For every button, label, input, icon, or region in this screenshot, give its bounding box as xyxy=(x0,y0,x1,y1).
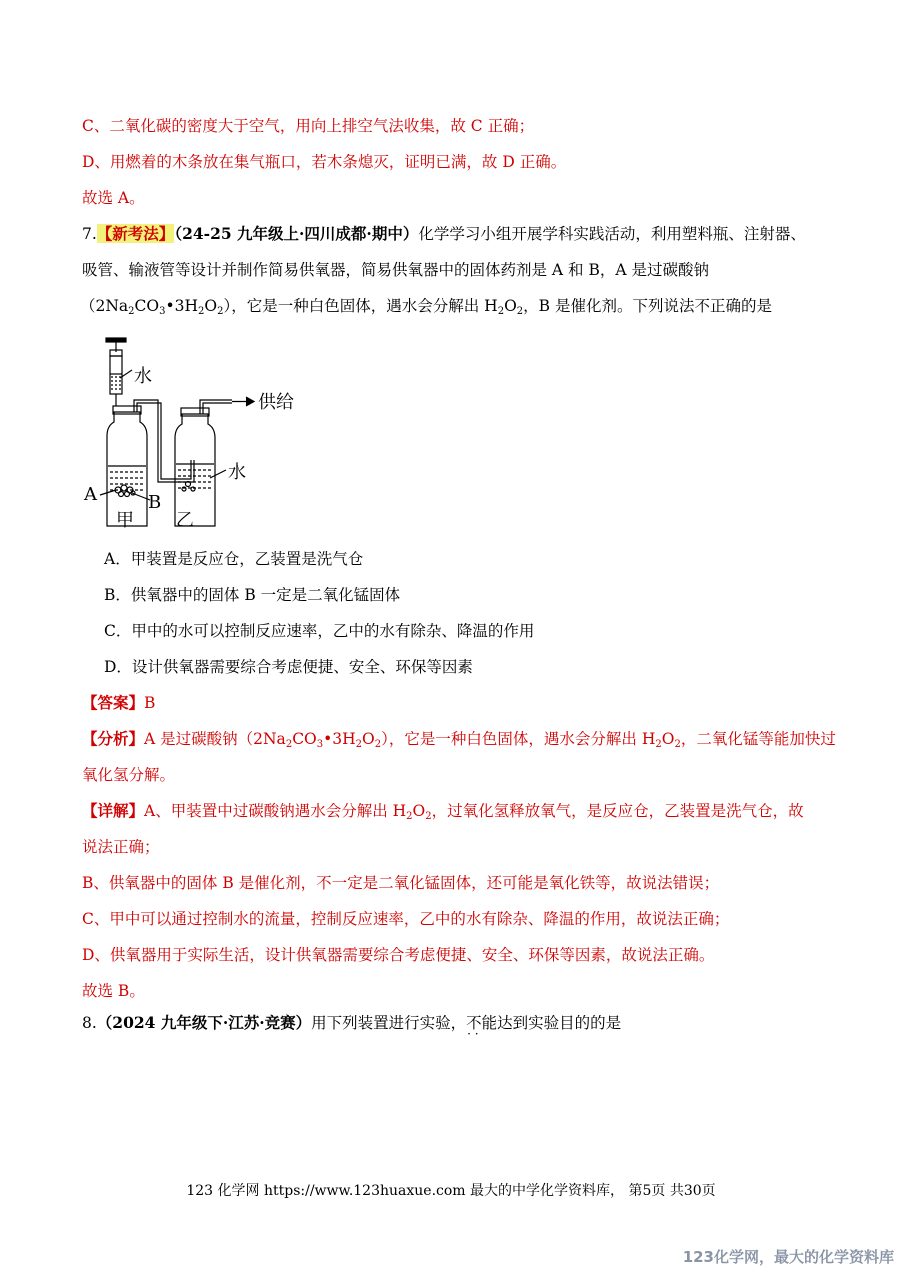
question-text: 化学学习小组开展学科实践活动，利用塑料瓶、注射器、 xyxy=(418,225,806,243)
detail-c-line: C、甲中可以通过控制水的流量，控制反应速率，乙中的水有除杂、降温的作用，故说法正确； xyxy=(82,910,730,928)
watermark: 123化学网，最大的化学资料库 xyxy=(682,1248,894,1266)
page-footer: 123 化学网 https://www.123huaxue.com 最大的中学化学资料库， 第5页 共30页 xyxy=(186,1183,716,1199)
analysis-label: 【分析】 xyxy=(82,729,145,748)
option-b: B．供氧器中的固体 B 一定是二氧化锰固体 xyxy=(104,586,401,604)
question-source: （24-25 九年级上·四川成都·期中） xyxy=(174,224,419,243)
question-8-number: 8. xyxy=(82,1014,97,1032)
question-7-line-3: $(2Na_2CO_3•3H_2O_2)$，它是一种白色固体，遇水会分解出 $H_2O_2$，B 是催化剂。下列说法不正确的是 xyxy=(80,297,772,317)
choose-b: 故选 B。 xyxy=(82,982,145,1000)
answer-line xyxy=(82,693,155,713)
detail-label: 【详解】 xyxy=(82,801,145,820)
new-method-tag: 【新考法】 xyxy=(96,224,175,243)
analysis-line-1: 【分析】A 是过碳酸钠$(2Na_2CO_3•3H_2O_2)$，它是一种白色固体，遇水会分解出 $H_2O_2$，二氧化锰等能加快过 xyxy=(82,729,836,750)
option-c-previous: C、二氧化碳的密度大于空气，用向上排空气法收集，故 C 正确； xyxy=(82,117,535,135)
question-8-source: （2024 九年级下·江苏·竞赛） xyxy=(96,1013,312,1032)
answer-label: 【答案】 xyxy=(82,693,145,712)
detail-d-line: D、供氧器用于实际生活，设计供氧器需要综合考虑便捷、安全、环保等因素，故说法正确。 xyxy=(82,946,715,964)
label-water-top: 水 xyxy=(134,366,152,387)
question-number: 7. xyxy=(82,225,97,243)
label-b: B xyxy=(148,492,162,513)
option-d: D．设计供氧器需要综合考虑便捷、安全、环保等因素 xyxy=(104,658,473,676)
label-yi: 乙 xyxy=(176,510,194,530)
label-supply: 供给 xyxy=(258,392,294,413)
label-a: A xyxy=(84,484,97,505)
label-jia: 甲 xyxy=(116,510,134,530)
detail-line-2: 说法正确； xyxy=(82,838,160,856)
detail-b-line: B、供氧器中的固体 B 是催化剂，不一定是二氧化锰固体，还可能是氧化铁等，故说法错误； xyxy=(82,874,720,892)
label-water-right: 水 xyxy=(228,462,246,483)
oxygen-supplier-diagram xyxy=(80,330,310,530)
detail-line-1: 【详解】A、甲装置中过碳酸钠遇水会分解出 $H_2O_2$，过氧化氢释放氧气，是反应仓，乙装置是洗气仓，故 xyxy=(82,801,804,822)
option-a: A．甲装置是反应仓，乙装置是洗气仓 xyxy=(104,550,364,568)
analysis-line-2: 氧化氢分解。 xyxy=(82,766,176,784)
choose-a: 故选 A。 xyxy=(82,189,145,207)
question-8: 8.（2024 九年级下·江苏·竞赛）用下列装置进行实验，不能 · ·达到实验目的的是 xyxy=(82,1013,621,1033)
emphasis-not-able: 不能 · · xyxy=(466,1013,497,1033)
answer-value: B xyxy=(144,694,156,712)
question-7-line-1 xyxy=(82,224,806,244)
question-7-line-2: 吸管、输液管等设计并制作简易供氧器，简易供氧器中的固体药剂是 A 和 B，A 是过碳酸钠 xyxy=(82,261,709,279)
option-d-previous: D、用燃着的木条放在集气瓶口，若木条熄灭，证明已满，故 D 正确。 xyxy=(82,153,567,171)
option-c: C．甲中的水可以控制反应速率，乙中的水有除杂、降温的作用 xyxy=(104,622,535,640)
